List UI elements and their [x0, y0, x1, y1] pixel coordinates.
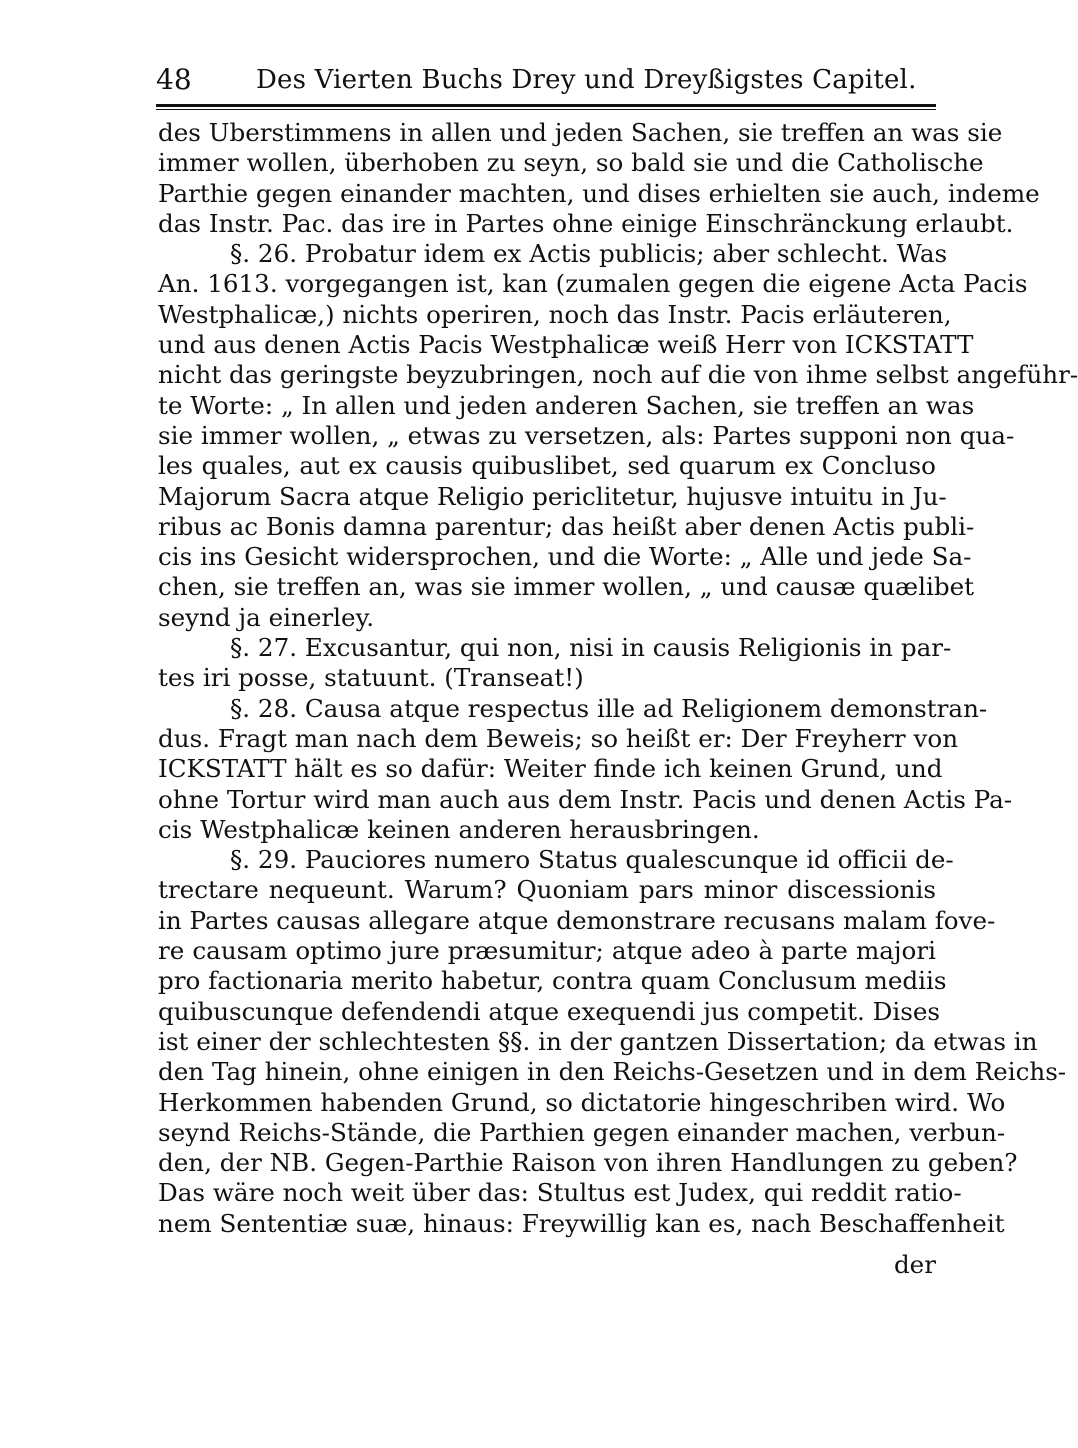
header-rule — [156, 104, 936, 107]
text-line: quibuscunque defendendi atque exequendi jus competit. Dises — [158, 996, 941, 1026]
text-line: §. 28. Causa atque respectus ille ad Religionem demonstran- — [230, 693, 988, 723]
text-line: immer wollen, überhoben zu seyn, so bald sie und die Catholische — [158, 148, 984, 178]
text-line: nicht das geringste beyzubringen, noch auf die von ihme selbst angeführ- — [158, 360, 1078, 390]
text-line: §. 27. Excusantur, qui non, nisi in causis Religionis in par- — [230, 633, 952, 663]
text-line: pro factionaria merito habetur, contra quam Conclusum mediis — [158, 966, 947, 996]
text-line: Das wäre noch weit über das: Stultus est Judex, qui reddit ratio- — [158, 1178, 962, 1208]
text-line: tes iri posse, statuunt. (Transeat!) — [158, 663, 584, 693]
text-line: ribus ac Bonis damna parentur; das heißt aber denen Actis publi- — [158, 511, 975, 541]
text-line: das Instr. Pac. das ire in Partes ohne einige Einschränckung erlaubt. — [158, 208, 1014, 238]
text-line: in Partes causas allegare atque demonstrare recusans malam fove- — [158, 905, 996, 935]
body-text — [158, 118, 1078, 1239]
text-line: chen, sie treffen an, was sie immer wollen, „ und causæ quælibet — [158, 572, 975, 602]
text-line: den, der NB. Gegen-Parthie Raison von ihren Handlungen zu geben? — [158, 1148, 1018, 1178]
text-line: des Uberstimmens in allen und jeden Sachen, sie treffen an was sie — [158, 118, 1003, 147]
text-line: les quales, aut ex causis quibuslibet, sed quarum ex Concluso — [158, 451, 936, 481]
text-line: cis ins Gesicht widersprochen, und die Worte: „ Alle und jede Sa- — [158, 542, 972, 572]
header-rule-thin — [156, 109, 936, 110]
text-line: sie immer wollen, „ etwas zu versetzen, als: Partes supponi non qua- — [158, 420, 1015, 450]
text-line: seynd ja einerley. — [158, 602, 375, 632]
text-line: trectare nequeunt. Warum? Quoniam pars minor discessionis — [158, 875, 936, 905]
text-line: und aus denen Actis Pacis Westphalicæ weiß Herr von ICKSTATT — [158, 330, 974, 360]
text-line: re causam optimo jure præsumitur; atque adeo à parte majori — [158, 936, 936, 966]
catchword: der — [893, 1250, 936, 1279]
text-line: ohne Tortur wird man auch aus dem Instr. Pacis und denen Actis Pa- — [158, 784, 1013, 814]
running-head: Des Vierten Buchs Drey und Dreyßigstes Capitel. — [256, 65, 917, 95]
text-line: dus. Fragt man nach dem Beweis; so heißt er: Der Freyherr von — [158, 723, 959, 753]
text-line: cis Westphalicæ keinen anderen herausbringen. — [158, 814, 760, 844]
text-line: ICKSTATT hält es so dafür: Weiter finde ich keinen Grund, und — [158, 754, 943, 784]
text-line: seynd Reichs-Stände, die Parthien gegen einander machen, verbun- — [158, 1117, 1006, 1147]
text-line: den Tag hinein, ohne einigen in den Reichs-Gesetzen und in dem Reichs- — [158, 1057, 1067, 1087]
text-line: An. 1613. vorgegangen ist, kan (zumalen gegen die eigene Acta Pacis — [158, 269, 1028, 299]
page-header — [156, 62, 936, 102]
text-line: Westphalicæ,) nichts operiren, noch das Instr. Pacis erläuteren, — [158, 299, 952, 329]
text-line: Herkommen habenden Grund, so dictatorie hingeschriben wird. Wo — [158, 1087, 1006, 1117]
text-line: §. 29. Pauciores numero Status qualescunque id officii de- — [230, 845, 954, 875]
text-line: te Worte: „ In allen und jeden anderen Sachen, sie treffen an was — [158, 390, 975, 420]
text-line: §. 26. Probatur idem ex Actis publicis; aber schlecht. Was — [230, 239, 948, 269]
text-line: Parthie gegen einander machten, und dises erhielten sie auch, indeme — [158, 178, 1040, 208]
text-line: Majorum Sacra atque Religio periclitetur, hujusve intuitu in Ju- — [158, 481, 947, 511]
text-line: nem Sententiæ suæ, hinaus: Freywillig kan es, nach Beschaffenheit — [158, 1208, 1005, 1238]
text-line: ist einer der schlechtesten §§. in der gantzen Dissertation; da etwas in — [158, 1026, 1038, 1056]
page-number: 48 — [156, 63, 192, 96]
